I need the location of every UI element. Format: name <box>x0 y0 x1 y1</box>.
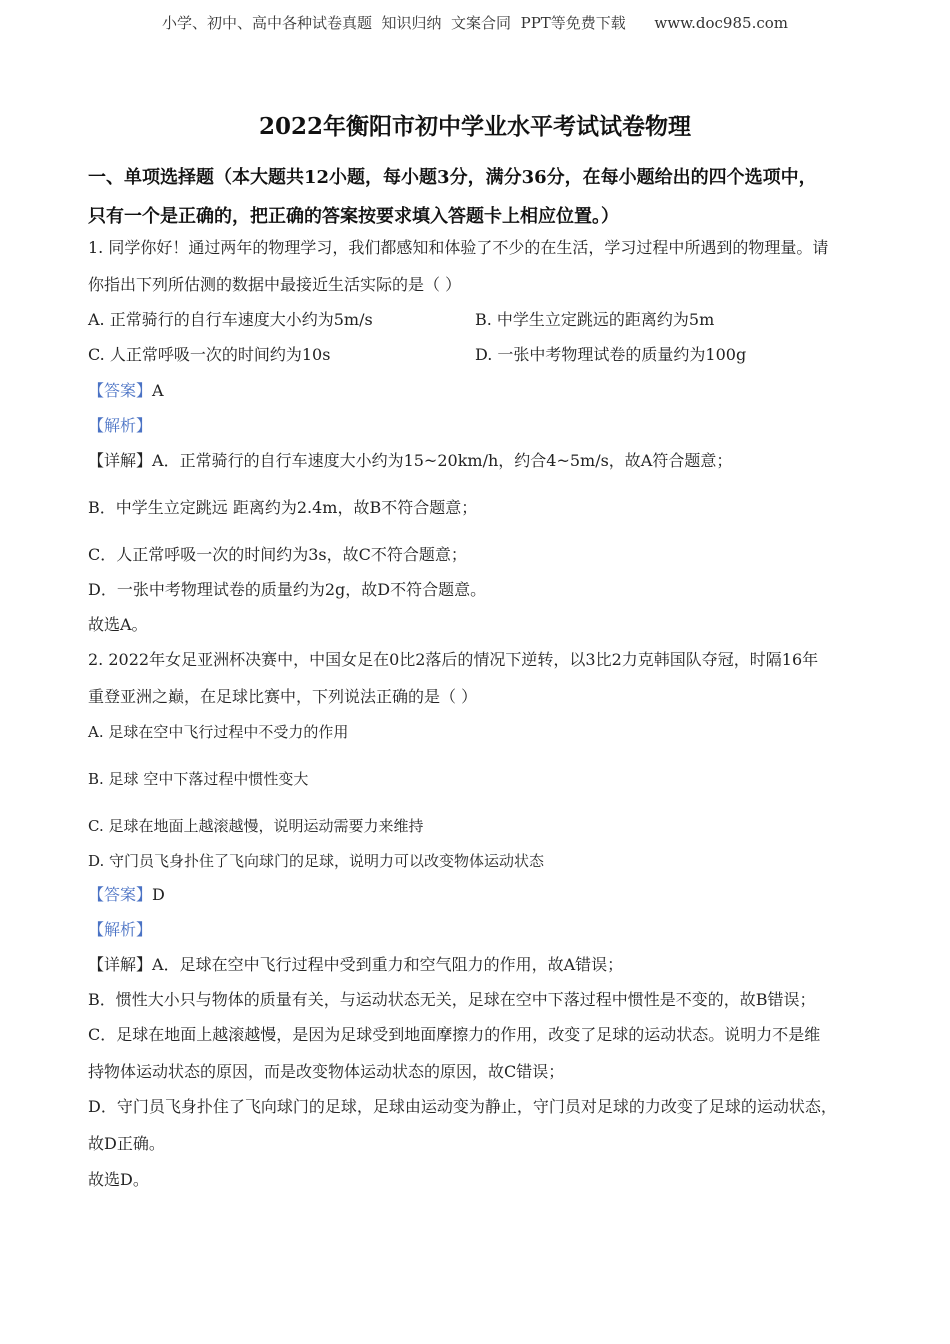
q2-detail-4b: 故D正确。 <box>88 1134 165 1153</box>
q1-analysis-label: 【解析】 <box>88 416 153 435</box>
q1-stem-line2: 你指出下列所估测的数据中最接近生活实际的是（ ） <box>88 275 462 294</box>
q1-detail-3: C．人正常呼吸一次的时间约为3s，故C不符合题意； <box>88 545 467 564</box>
q2-option-c: C. 足球在地面上越滚越慢，说明运动需要力来维持 <box>88 817 424 835</box>
q2-stem-line2: 重登亚洲之巅，在足球比赛中，下列说法正确的是（ ） <box>88 687 478 706</box>
q2-detail-4a: D．守门员飞身扑住了飞向球门的足球，足球由运动变为静止，守门员对足球的力改变了足球的运动状态， <box>88 1097 837 1116</box>
q1-detail-2: B．中学生立定跳远 距离约为2.4m，故B不符合题意； <box>88 498 478 517</box>
q2-detail-3b: 持物体运动状态的原因，而是改变物体运动状态的原因，故C错误； <box>88 1062 565 1081</box>
page-title: 2022年衡阳市初中学业水平考试试卷物理 <box>258 113 691 140</box>
q2-option-d: D. 守门员飞身扑住了飞向球门的足球，说明力可以改变物体运动状态 <box>88 852 545 870</box>
q2-detail-3a: C．足球在地面上越滚越慢，是因为足球受到地面摩擦力的作用，改变了足球的运动状态。说明力不是维 <box>88 1025 821 1044</box>
section-heading-line2: 只有一个是正确的，把正确的答案按要求填入答题卡上相应位置。） <box>88 206 619 227</box>
q2-option-b: B. 足球 空中下落过程中惯性变大 <box>88 770 309 788</box>
q1-detail-1 <box>88 451 878 471</box>
detail-text: A．足球在空中飞行过程中受到重力和空气阻力的作用，故A错误； <box>152 955 624 974</box>
detail-label: 【详解】 <box>88 451 153 470</box>
q2-detail-1 <box>88 955 878 975</box>
detail-text: A．正常骑行的自行车速度大小约为15~20km/h，约合4~5m/s，故A符合题意； <box>152 451 733 470</box>
q2-answer <box>88 885 878 905</box>
q1-answer <box>88 381 878 401</box>
page-header: 小学、初中、高中各种试卷真题 知识归纳 文案合同 PPT等免费下载 www.doc985.com <box>161 14 788 32</box>
q1-option-c: C. 人正常呼吸一次的时间约为10s <box>88 345 331 364</box>
answer-value: D <box>152 885 165 904</box>
q1-option-b: B. 中学生立定跳远的距离约为5m <box>475 310 715 329</box>
answer-value: A <box>152 381 164 400</box>
q1-detail-4: D．一张中考物理试卷的质量约为2g，故D不符合题意。 <box>88 580 487 599</box>
q2-choose: 故选D。 <box>88 1170 149 1189</box>
q1-stem-line1: 1. 同学你好！通过两年的物理学习，我们都感知和体验了不少的在生活，学习过程中所遇到的物理量。请 <box>88 238 829 257</box>
q2-analysis-label: 【解析】 <box>88 920 153 939</box>
detail-label: 【详解】 <box>88 955 153 974</box>
q2-option-a: A. 足球在空中飞行过程中不受力的作用 <box>88 723 349 741</box>
q2-detail-2: B．惯性大小只与物体的质量有关，与运动状态无关，足球在空中下落过程中惯性是不变的，故B错误； <box>88 990 816 1009</box>
q1-choose: 故选A。 <box>88 615 148 634</box>
q2-stem-line1: 2. 2022年女足亚洲杯决赛中，中国女足在0比2落后的情况下逆转，以3比2力克韩国队夺冠，时隔16年 <box>88 650 819 669</box>
answer-label: 【答案】 <box>88 885 153 904</box>
answer-label: 【答案】 <box>88 381 153 400</box>
q1-option-d: D. 一张中考物理试卷的质量约为100g <box>475 345 747 364</box>
q1-option-a: A. 正常骑行的自行车速度大小约为5m/s <box>88 310 373 329</box>
section-heading-line1: 一、单项选择题（本大题共12小题，每小题3分，满分36分，在每小题给出的四个选项中， <box>88 167 817 188</box>
